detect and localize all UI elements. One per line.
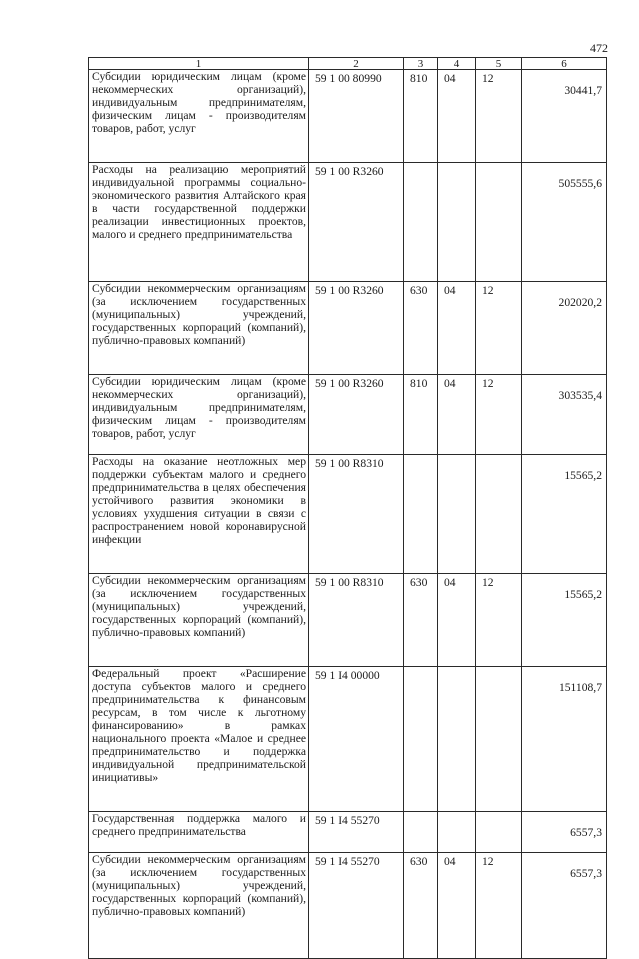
row-section: 04 — [438, 282, 476, 375]
row-expense-type: 630 — [404, 282, 438, 375]
table-row — [89, 375, 607, 455]
row-section — [438, 455, 476, 574]
row-name: Субсидии некоммерческим организациям (за исключением государственных (муниципальных) учреждений, государственных корпораций (компаний), публично-правовых компаний) — [89, 282, 309, 375]
column-header: 6 — [522, 58, 607, 70]
table-row — [89, 282, 607, 375]
table-row — [89, 455, 607, 574]
table-row — [89, 70, 607, 163]
row-expense-type: 810 — [404, 70, 438, 163]
row-amount: 15565,2 — [522, 574, 607, 667]
row-subsection — [476, 455, 522, 574]
row-name: Федеральный проект «Расширение доступа субъектов малого и среднего предпринимательства к финансовым ресурсам, в том числе к льготному финансированию» в рамках национального проекта «Малое и среднее предпринимательство и поддержка индивидуальной предпринимательской инициативы» — [89, 667, 309, 812]
row-expense-type: 630 — [404, 574, 438, 667]
row-amount: 15565,2 — [522, 455, 607, 574]
row-expense-type — [404, 455, 438, 574]
column-header: 1 — [89, 58, 309, 70]
row-target-code: 59 1 00 R3260 — [309, 375, 404, 455]
row-target-code: 59 1 I4 55270 — [309, 853, 404, 959]
row-expense-type: 630 — [404, 853, 438, 959]
row-subsection — [476, 812, 522, 853]
row-section — [438, 667, 476, 812]
row-section: 04 — [438, 375, 476, 455]
row-amount: 30441,7 — [522, 70, 607, 163]
row-name: Субсидии юридическим лицам (кроме некоммерческих организаций), индивидуальным предпринимателям, физическим лицам - производителям товаров, работ, услуг — [89, 375, 309, 455]
row-section: 04 — [438, 70, 476, 163]
row-target-code: 59 1 I4 55270 — [309, 812, 404, 853]
row-name: Государственная поддержка малого и среднего предпринимательства — [89, 812, 309, 853]
row-subsection: 12 — [476, 853, 522, 959]
table-row — [89, 574, 607, 667]
row-target-code: 59 1 00 R3260 — [309, 282, 404, 375]
page-number: 472 — [590, 41, 608, 55]
row-target-code: 59 1 I4 00000 — [309, 667, 404, 812]
row-amount: 303535,4 — [522, 375, 607, 455]
budget-table — [88, 57, 607, 959]
row-subsection — [476, 163, 522, 282]
row-expense-type — [404, 667, 438, 812]
row-section — [438, 163, 476, 282]
row-target-code: 59 1 00 80990 — [309, 70, 404, 163]
row-target-code: 59 1 00 R8310 — [309, 455, 404, 574]
row-amount: 151108,7 — [522, 667, 607, 812]
column-header: 2 — [309, 58, 404, 70]
table-row — [89, 163, 607, 282]
table-header-row — [89, 58, 607, 70]
row-expense-type — [404, 163, 438, 282]
row-amount: 6557,3 — [522, 853, 607, 959]
row-name: Расходы на оказание неотложных мер поддержки субъектам малого и среднего предпринимательства в целях обеспечения устойчивого развития экономики в условиях ухудшения ситуации в связи с распространением новой коронавирусной инфекции — [89, 455, 309, 574]
column-header: 5 — [476, 58, 522, 70]
row-amount: 202020,2 — [522, 282, 607, 375]
row-amount: 6557,3 — [522, 812, 607, 853]
row-subsection: 12 — [476, 70, 522, 163]
row-expense-type: 810 — [404, 375, 438, 455]
table-row — [89, 812, 607, 853]
row-section — [438, 812, 476, 853]
row-name: Субсидии некоммерческим организациям (за исключением государственных (муниципальных) учреждений, государственных корпораций (компаний), публично-правовых компаний) — [89, 853, 309, 959]
row-subsection: 12 — [476, 574, 522, 667]
row-target-code: 59 1 00 R8310 — [309, 574, 404, 667]
table-row — [89, 667, 607, 812]
row-target-code: 59 1 00 R3260 — [309, 163, 404, 282]
row-subsection: 12 — [476, 282, 522, 375]
row-subsection — [476, 667, 522, 812]
column-header: 4 — [438, 58, 476, 70]
row-expense-type — [404, 812, 438, 853]
row-section: 04 — [438, 574, 476, 667]
table-row — [89, 853, 607, 959]
column-header: 3 — [404, 58, 438, 70]
row-name: Субсидии юридическим лицам (кроме некоммерческих организаций), индивидуальным предпринимателям, физическим лицам - производителям товаров, работ, услуг — [89, 70, 309, 163]
row-amount: 505555,6 — [522, 163, 607, 282]
row-name: Расходы на реализацию мероприятий индивидуальной программы социально-экономического развития Алтайского края в части государственной поддержки реализации инвестиционных проектов, малого и среднего предпринимательства — [89, 163, 309, 282]
row-section: 04 — [438, 853, 476, 959]
row-name: Субсидии некоммерческим организациям (за исключением государственных (муниципальных) учреждений, государственных корпораций (компаний), публично-правовых компаний) — [89, 574, 309, 667]
row-subsection: 12 — [476, 375, 522, 455]
